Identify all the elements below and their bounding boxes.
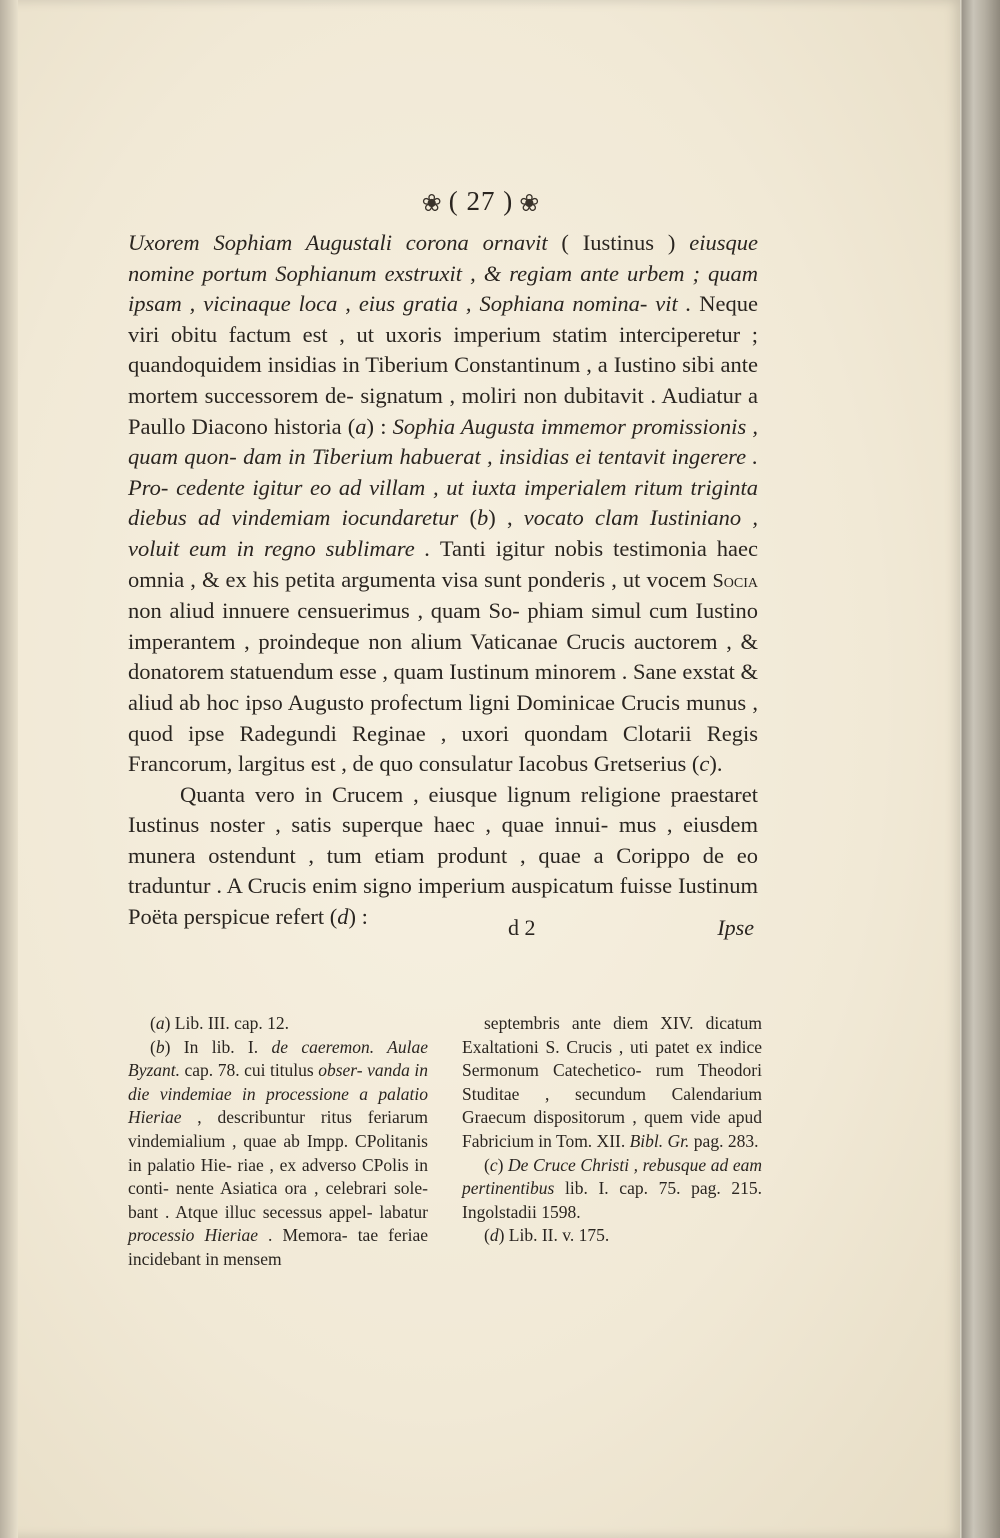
page-footer [128,915,758,947]
body-line-text: ). [709,751,723,777]
footnote-text: De Cruce Christi , rebusque ad eam pertinentibus [462,1154,763,1199]
footnote-text: ) Lib. III. cap. 12. [164,1013,289,1033]
ornament-left-icon: ❀ [421,191,443,218]
body-line-text: Socia [712,569,759,592]
body-line-text: Sophia Augusta immemor promissionis , quam quon- [128,413,759,470]
footnote-text: ) [497,1154,509,1175]
body-line-text: dam in Tiberium habuerat , insidias ei tentavit ingerere . Pro- [128,444,759,500]
body-line-text: vocato clam Iustiniano , [523,505,759,531]
body-line-text: quam Iustinum minorem . Sane exstat & aliud ab hoc ipso [128,659,759,715]
body-line-text: mus , eiusdem munera ostendunt , tum etiam produnt , quae [128,812,758,868]
footnote-text: b [155,1036,165,1057]
catchword: Ipse [717,915,754,940]
footnote [462,1154,762,1225]
footnotes-right-column [462,1012,762,1272]
signature-mark: d 2 [508,915,536,940]
body-line-text: non aliud innuere censuerimus , quam So- [128,598,520,624]
page-header [0,186,962,218]
body-line-text: diebus ad vindemiam iocundaretur [128,505,459,531]
footnote-text: ( [150,1036,156,1057]
body-line-text: b [476,505,489,531]
footnote-text: a [155,1013,165,1033]
body-line-text: largitus est , de quo consulatur Iacobus Gretserius ( [237,751,700,777]
body-line-text: phiam simul cum Iustino imperantem , proindeque non alium [128,598,758,654]
footnote-text: obser- vanda in die vindemiae in processione a palatio Hieriae [128,1060,428,1128]
footnote-text: de caeremon. Aulae Byzant. [128,1036,428,1081]
body-line-text: ) : [348,904,368,930]
body-line-text: c [699,751,710,777]
body-line-text: Quanta vero in Crucem , eiusque lignum religione [180,781,661,807]
body-line-text: statim interciperetur ; quandoquidem insidias in Tiberium [128,321,758,378]
body-line-text: ut vocem [622,566,713,592]
footnote-text: processio Hieriae [128,1225,258,1246]
footnote-text: ) Lib. II. v. 175. [498,1225,610,1246]
body-line-text: Uxorem Sophiam Augustali corona ornavit [128,230,548,255]
body-line-text: eiusque [689,230,758,255]
body-line-text: quam ipsam , vicinaque loca , eius gratia , Sophiana nomina- [128,260,758,317]
body-line-text: auspicatum fuisse Iustinum Poëta perspicue refert ( [128,873,759,930]
body-line-text: Tanti igitur nobis testimonia [430,535,707,561]
body-line-text: ) , [488,505,524,531]
paragraph-1 [128,228,758,780]
body-line-text: praestaret Iustinus noster , satis superque haec , quae innui- [128,781,759,838]
footnote-text: lib. I. cap. 75. pag. 215. Ingolstadii 1598. [462,1178,762,1222]
page-number: ( 27 ) [448,186,514,216]
footnote [128,1036,428,1272]
footnote-text: d [489,1225,499,1246]
body-line-text: a Corippo de eo traduntur . A Crucis enim signo imperium [128,842,759,899]
body-line-text: Radegundi Reginae , uxori quondam Clotarii Regis Francorum, [128,720,759,777]
ornament-right-icon: ❀ [519,191,541,218]
footnote-text: ) In lib. I. [164,1036,272,1057]
footnote-text: Bibl. Gr. [629,1130,690,1151]
body-line-text: signatum , moliri non dubitavit . Audiatur a Paullo Diacono [128,382,759,439]
main-text [128,228,758,933]
footnote-text: , describuntur ritus feriarum vindemialium , quae ab Impp. CPolitanis in palatio Hie- riae , ex adverso CPolis in conti- nente Asiatica ora , celebrari sole- bant . Atque illuc secessus appel- labatur [128,1107,428,1222]
body-line-text: voluit eum in regno sublimare . [128,535,431,561]
footnotes-left-column [128,1012,428,1272]
body-line-text: vit . [655,291,692,317]
footnote [462,1012,762,1154]
footnote [462,1224,762,1248]
body-line-text: a [355,413,367,439]
footnote-text: cap. 78. cui titulus [180,1060,319,1081]
body-line-text: cedente igitur eo ad villam , ut iuxta imperialem ritum triginta [176,474,759,500]
footnote-text: c [489,1154,498,1175]
footnote-text: ( [484,1154,490,1175]
body-line-text: ) : [366,413,393,439]
footnotes [128,1012,762,1272]
footnote-text: pag. 283. [689,1130,759,1151]
body-line-text: historia ( [274,413,356,439]
body-line-text: Vaticanae Crucis auctorem , & donatorem statuendum esse , [128,628,759,685]
book-edge [962,0,1000,1538]
footnote-text: ( [150,1013,156,1033]
body-line-text: ( [458,505,477,531]
footnote [128,1012,428,1036]
body-line-text: d [337,904,349,930]
footnote-text: ( [484,1225,490,1246]
body-line-text: ( Iustinus ) [547,230,690,255]
footnote-text: septembris ante diem XIV. dicatum Exaltationi S. Crucis , uti patet ex indice Sermonum Catechetico- rum Theodori Studitae , secundum Calendarium Graecum dispositorum , quem vide apud Fabricium in Tom. XII. [462,1013,762,1151]
body-line-text: Constantinum , a Iustino sibi ante mortem successorem de- [128,352,758,408]
body-line-text: Augusto profectum ligni Dominicae Crucis munus , quod ipse [128,689,758,746]
page-gutter [0,0,18,1538]
body-line-text: haec omnia , & ex his petita argumenta visa sunt ponderis , [128,535,758,592]
body-line-text: nomine portum Sophianum exstruxit , & regiam ante urbem ; [128,260,700,286]
footnote-text: . Memora- tae feriae incidebant in mensem [128,1225,428,1269]
paragraph-2 [128,780,758,933]
body-line-text: Neque viri obitu factum est , ut uxoris imperium [128,291,758,347]
